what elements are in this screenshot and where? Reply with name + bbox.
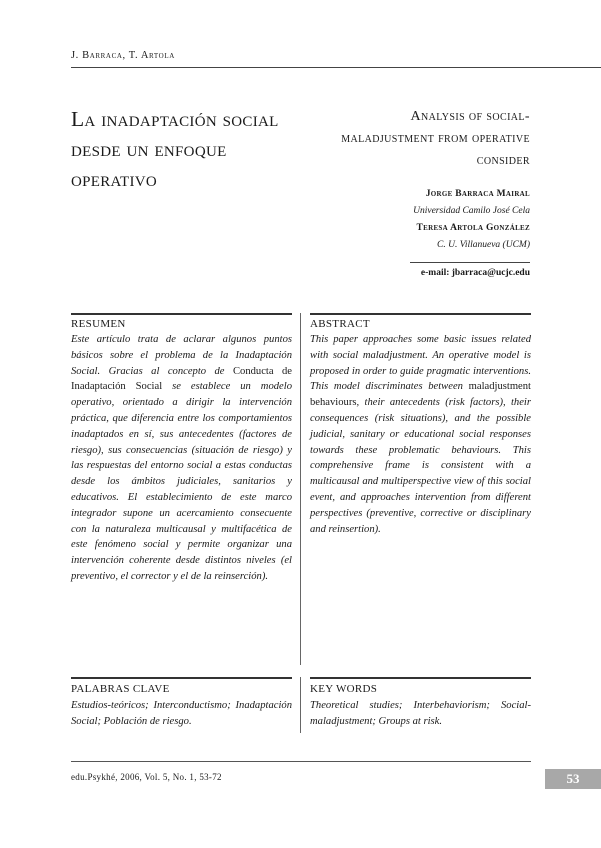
running-header-authors: J. Barraca, T. Artola <box>71 50 175 61</box>
column-divider <box>300 313 301 665</box>
abstract-key-concept: maladjustment behaviours <box>310 381 531 409</box>
abstract-heading: ABSTRACT <box>310 318 370 330</box>
institution-2: C. U. Villanueva (UCM) <box>437 240 530 250</box>
journal-citation: edu.Psykhé, 2006, Vol. 5, No. 1, 53-72 <box>71 772 222 782</box>
author-1: Jorge Barraca Mairal <box>425 189 530 199</box>
palabras-text: Estudios-teóricos; Interconductismo; Inadaptación Social; Población de riesgo. <box>71 700 292 727</box>
email-rule <box>410 262 530 263</box>
resumen-top-rule <box>71 313 292 315</box>
resumen-heading: RESUMEN <box>71 318 126 330</box>
header-rule <box>71 67 601 68</box>
title-spanish: La inadaptación social desde un enfoque operativo <box>71 107 279 191</box>
keywords-text: Theoretical studies; Interbehaviorism; Social-maladjustment; Groups at risk. <box>310 700 531 727</box>
author-email[interactable]: e-mail: jbarraca@ucjc.edu <box>420 268 530 278</box>
affiliations <box>330 186 530 254</box>
abstract-top-rule <box>310 313 531 315</box>
institution-1: Universidad Camilo José Cela <box>413 206 530 216</box>
author-2: Teresa Artola González <box>416 223 530 233</box>
keywords-divider <box>300 677 301 733</box>
page-number: 53 <box>545 769 601 789</box>
keywords-top-rule <box>310 677 531 679</box>
keywords-heading: KEY WORDS <box>310 683 378 695</box>
resumen-text: Este artículo trata de aclarar algunos puntos básicos sobre el problema de la Inadaptación Social. Gracias al concepto de Conducta de Inadaptación Social se establece un modelo operativo, orientado a dirigir la intervención práctica, que diferencia entre los comportamientos inadaptados en sí, sus antecedentes (factores de riesgo), sus consecuencias (situación de riesgo) y las respuestas del entorno social a estas conductas desde los ámbitos judiciales, sanitarios y educativos. El establecimiento de este marco integrador supone un acercamiento consecuente con la naturaleza multicausal y multifacética de este fenómeno social y permite organizar una intervención coherente desde distintos niveles (el preventivo, el corrector y el de la reinserción). <box>71 334 292 582</box>
palabras-heading: PALABRAS CLAVE <box>71 683 170 695</box>
footer-rule <box>71 761 531 762</box>
title-english: Analysis of social-maladjustment from operative consider <box>341 109 530 168</box>
abstract-text: This paper approaches some basic issues related with social maladjustment. An operative model is proposed in order to guide pragmatic interventions. This model discriminates between maladjustment behaviours, their antecedents (risk factors), their consequences (risk situations), and the possible judicial, sanitary or educational social responses towards these problematic behaviours. This comprehensive frame is consistent with a multicausal and multiperspective view of this social event, and approaches intervention from different perspectives (preventive, corrective or disciplinary and reinsertion). <box>310 334 531 535</box>
palabras-top-rule <box>71 677 292 679</box>
resumen-key-concept: Conducta de Inadaptación Social <box>71 365 292 393</box>
